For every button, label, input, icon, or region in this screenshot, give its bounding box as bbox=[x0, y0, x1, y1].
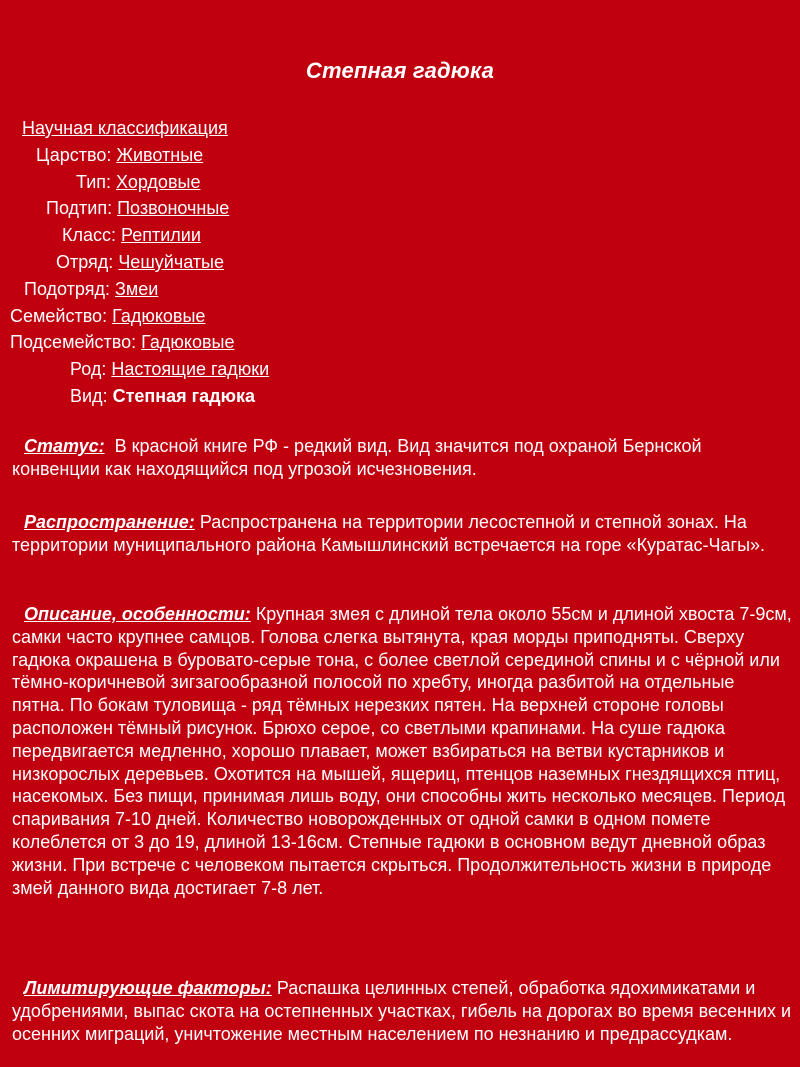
page-title: Степная гадюка bbox=[305, 58, 495, 83]
order-link[interactable]: Чешуйчатые bbox=[118, 251, 225, 272]
classification-block bbox=[0, 115, 420, 410]
subphylum-link[interactable]: Позвоночные bbox=[117, 198, 230, 219]
distribution-text: Распространена на территории лесостепной и степной зонах. На территории муниципального района Камышлинский встречается на горе «Куратас-Чагы». bbox=[12, 512, 766, 555]
classification-row-species: Вид: Степная гадюка bbox=[70, 385, 255, 406]
section-status bbox=[12, 435, 792, 481]
genus-link[interactable]: Настоящие гадюки bbox=[111, 359, 270, 380]
kingdom-link[interactable]: Животные bbox=[116, 144, 204, 165]
class-link[interactable]: Рептилии bbox=[121, 225, 201, 246]
suborder-link[interactable]: Змеи bbox=[114, 278, 159, 299]
classification-heading[interactable]: Научная классификация bbox=[22, 118, 228, 138]
description-heading: Описание, особенности: bbox=[24, 604, 251, 624]
classification-row-subfamily: Подсемейство: Гадюковые bbox=[10, 332, 235, 353]
classification-row-order: Отряд: Чешуйчатые bbox=[56, 251, 225, 272]
classification-row-subphylum: Подтип: Позвоночные bbox=[46, 198, 230, 219]
section-description bbox=[12, 603, 792, 899]
status-heading: Статус: bbox=[24, 436, 105, 456]
section-limiting-factors bbox=[12, 977, 792, 1045]
distribution-heading: Распространение: bbox=[24, 512, 195, 532]
classification-row-family: Семейство: Гадюковые bbox=[10, 305, 206, 326]
status-text: В красной книге РФ - редкий вид. Вид значится под охраной Бернской конвенции как находящийся под угрозой исчезновения. bbox=[12, 436, 702, 479]
description-text: Крупная змея с длиной тела около 55см и длиной хвоста 7-9см, самки часто крупнее самцов. Голова слегка вытянута, края морды приподняты. Сверху гадюка окрашена в буровато-серые тона, с более светлой серединой спины и с чёрной или тёмно-коричневой зигзагообразной полосой по хребту, иногда разбитой на отдельные пятна. По бокам туловища - ряд тёмных нерезких пятен. На верхней стороне головы расположен тёмный рисунок. Брюхо серое, со светлыми крапинами. На суше гадюка передвигается медленно, хорошо плавает, может взбираться на ветви кустарников и низкорослых деревьев. Охотится на мышей, ящериц, птенцов наземных гнездящихся птиц, насекомых. Без пищи, принимая лишь воду, они способны жить несколько месяцев. Период спаривания 7-10 дней. Количество новорожденных от одной самки в одном помете колеблется от 3 до 19, длиной 13-16см. Степные гадюки в основном ведут дневной образ жизни. При встрече с человеком пытается скрыться. Продолжительность жизни в природе змей данного вида достигает 7-8 лет. bbox=[12, 604, 792, 898]
family-link[interactable]: Гадюковые bbox=[112, 305, 206, 326]
limiting-factors-heading: Лимитирующие факторы: bbox=[24, 978, 272, 998]
classification-row-suborder: Подотряд: Змеи bbox=[24, 278, 159, 299]
phylum-link[interactable]: Хордовые bbox=[116, 171, 201, 192]
limiting-factors-text: Распашка целинных степей, обработка ядохимикатами и удобрениями, выпас скота на остепненных участках, гибель на дорогах во время весенних и осенних миграций, уничтожение местным населением по незнанию и предрассудкам. bbox=[12, 978, 792, 1044]
classification-row-class: Класс: Рептилии bbox=[62, 225, 201, 246]
classification-row-phylum: Тип: Хордовые bbox=[76, 171, 201, 192]
subfamily-link[interactable]: Гадюковые bbox=[141, 332, 235, 353]
section-distribution bbox=[12, 511, 792, 557]
classification-row-genus: Род: Настоящие гадюки bbox=[70, 359, 270, 380]
classification-row-kingdom: Царство: Животные bbox=[36, 144, 204, 165]
species-name: Степная гадюка bbox=[112, 385, 255, 406]
